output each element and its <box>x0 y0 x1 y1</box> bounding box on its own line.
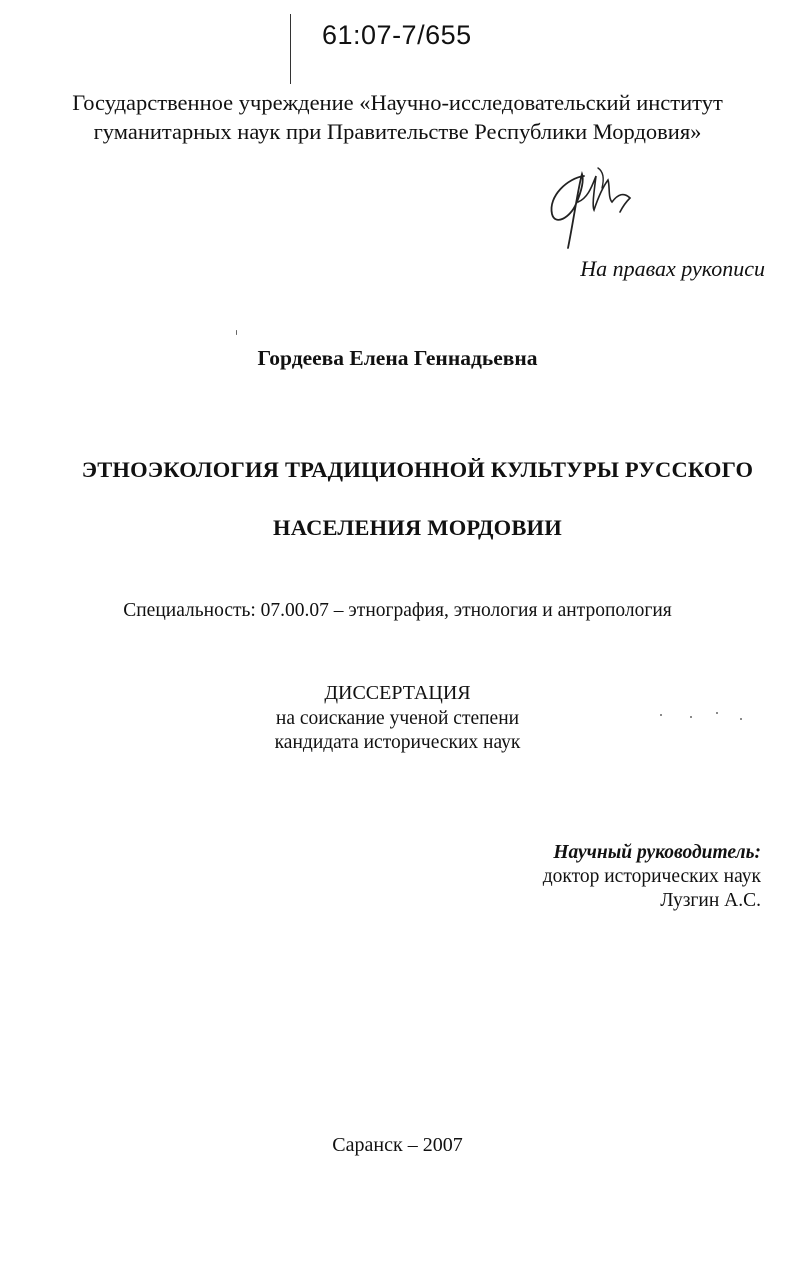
place-and-year: Саранск – 2007 <box>332 1134 463 1156</box>
dissertation-title-line-2: НАСЕЛЕНИЯ МОРДОВИИ <box>273 515 562 540</box>
scan-speck <box>236 330 237 335</box>
degree-line-2: кандидата исторических наук <box>274 732 521 753</box>
degree-line-1: на соискание ученой степени <box>275 708 520 729</box>
scan-speck <box>716 712 718 714</box>
scan-speck <box>660 714 662 716</box>
scan-speck <box>690 716 692 718</box>
specialty: Специальность: 07.00.07 – этнография, этнология и антропология <box>123 600 672 621</box>
supervisor-name: Лузгин А.С. <box>660 890 761 911</box>
dissertation-title-line-1: ЭТНОЭКОЛОГИЯ ТРАДИЦИОННОЙ КУЛЬТУРЫ РУССКОГО <box>81 457 754 482</box>
manuscript-rights-note: На правах рукописи <box>580 256 765 281</box>
scan-speck <box>740 718 742 720</box>
margin-line <box>290 14 291 84</box>
supervisor-title: доктор исторических наук <box>542 866 761 887</box>
institution-line-1: Государственное учреждение «Научно-исследовательский институт <box>72 90 723 115</box>
institution-block <box>0 88 795 146</box>
author-name: Гордеева Елена Геннадьевна <box>257 346 538 370</box>
institution-line-2: гуманитарных наук при Правительстве Республики Мордовия» <box>93 119 702 144</box>
archive-code: 61:07-7/655 <box>322 20 472 50</box>
document-type: ДИССЕРТАЦИЯ <box>324 682 471 704</box>
supervisor-heading: Научный руководитель: <box>553 842 761 863</box>
signature-image <box>538 158 638 253</box>
